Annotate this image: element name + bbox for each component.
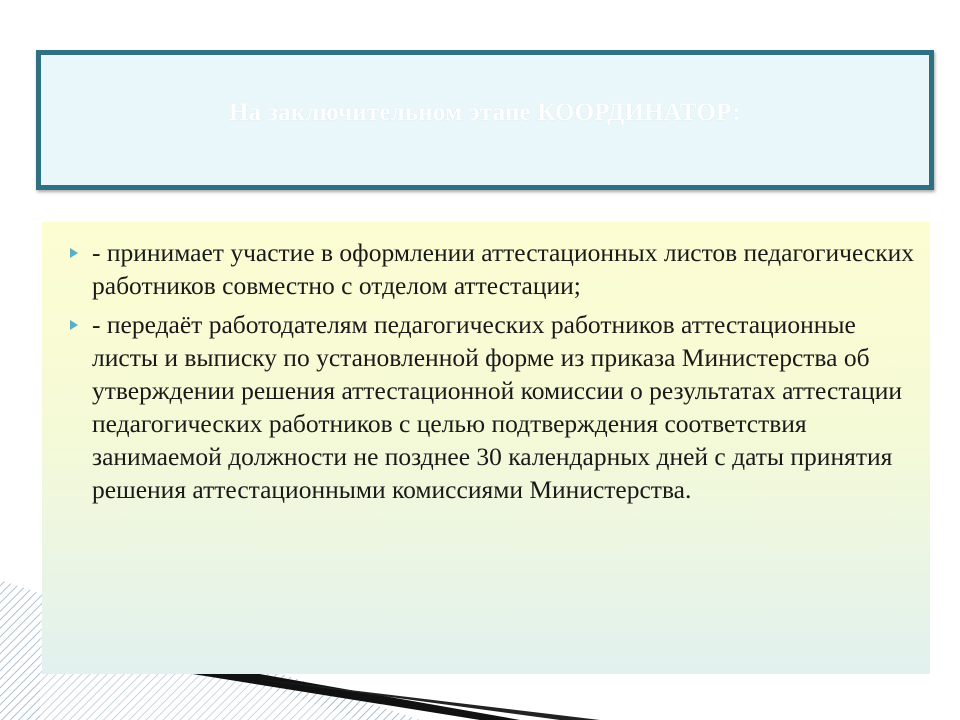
bullet-text-1: - принимает участие в оформлении аттестационных листов педагогических работников совместно с отделом аттестации; [92,238,915,300]
bullet-text-2: - передаёт работодателям педагогических работников аттестационные листы и выписку по установленной форме из приказа Министерства об утверждении решения аттестационной комиссии о результатах аттестации педагогических работников с целью подтверждения соответствия занимаемой должности не позднее 30 календарных дней с даты принятия решения аттестационными комиссиями Министерства. [92,310,903,504]
bullet-list [70,236,920,512]
title-box [36,50,934,190]
triangle-bullet-icon [70,248,78,258]
content-box [42,222,930,674]
bullet-item-2 [70,308,920,506]
slide-title: На заключительном этапе КООРДИНАТОР: [229,99,741,126]
triangle-bullet-icon [70,320,78,330]
bullet-item-1 [70,236,920,302]
